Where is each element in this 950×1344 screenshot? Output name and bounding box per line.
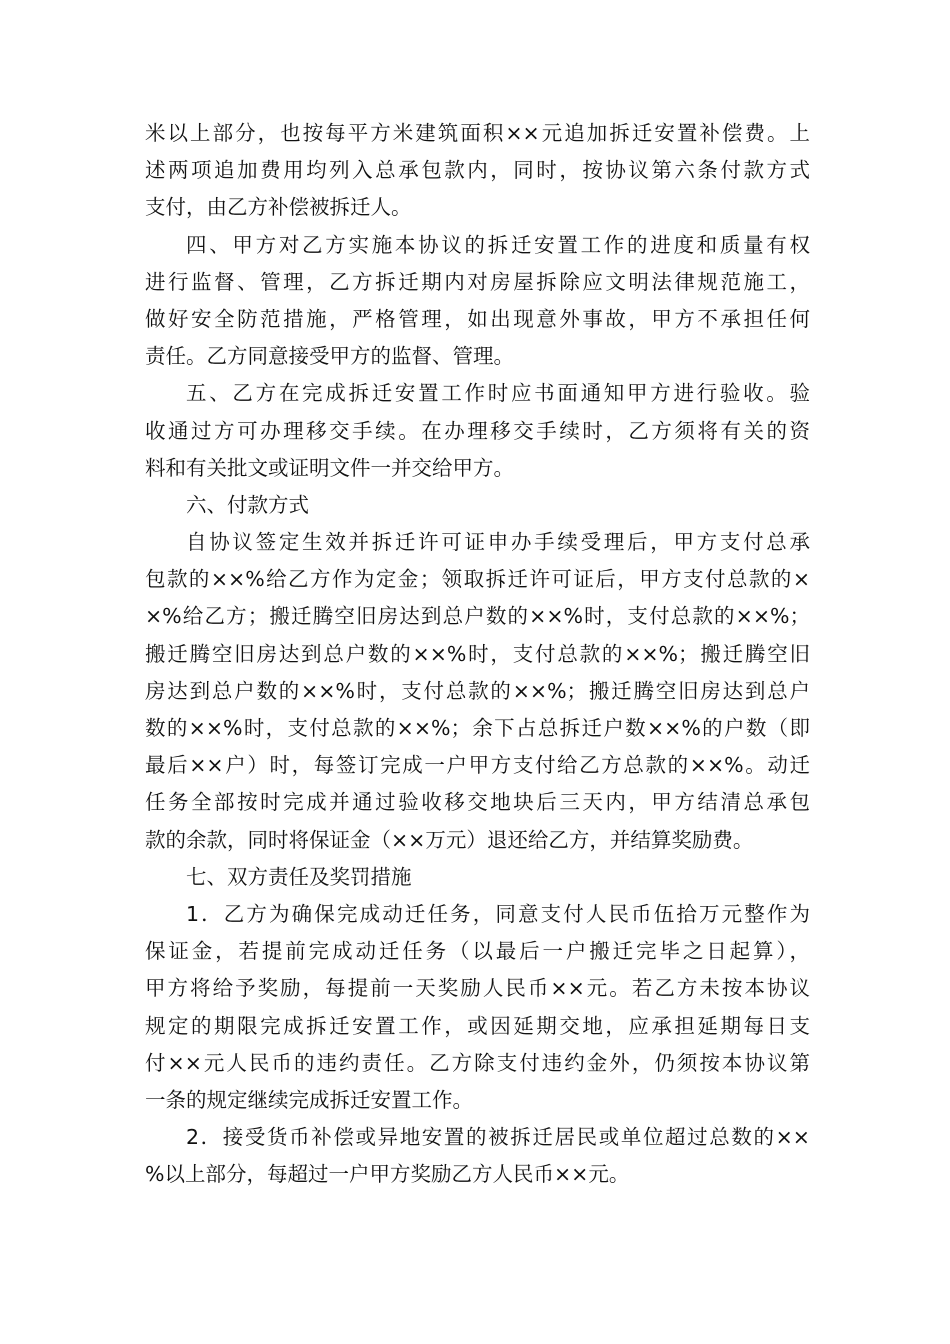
- para-clause-4: [145, 227, 810, 376]
- text-line: 规定的期限完成拆迁安置工作，或因延期交地，应承担延期每日支: [145, 1013, 810, 1038]
- para-continuation: [145, 115, 810, 227]
- para-payment: [145, 524, 810, 859]
- text-line: 收通过方可办理移交手续。在办理移交手续时，乙方须将有关的资: [145, 418, 810, 443]
- text-line: 米以上部分，也按每平方米建筑面积××元追加拆迁安置补偿费。上: [145, 121, 810, 145]
- text-line: 1．乙方为确保完成动迁任务，同意支付人民币伍拾万元整作为: [186, 901, 810, 926]
- text-line: 料和有关批文或证明文件一并交给甲方。: [145, 455, 514, 480]
- document-body: [145, 115, 810, 1193]
- text-line: 责任。乙方同意接受甲方的监督、管理。: [145, 344, 514, 369]
- text-line: 包款的××%给乙方作为定金；领取拆迁许可证后，甲方支付总款的×: [145, 567, 810, 592]
- text-line: 一条的规定继续完成拆迁安置工作。: [145, 1087, 473, 1112]
- text-line: ×%给乙方；搬迁腾空旧房达到总户数的××%时，支付总款的××%；: [145, 604, 810, 629]
- para-clause-5: [145, 375, 810, 487]
- para-clause-7-1: [145, 896, 810, 1119]
- text-line: 六、付款方式: [186, 492, 309, 517]
- text-line: 付××元人民币的违约责任。乙方除支付违约金外，仍须按本协议第: [145, 1050, 810, 1075]
- text-line: 述两项追加费用均列入总承包款内，同时，按协议第六条付款方式: [145, 158, 810, 183]
- heading-clause-7: [145, 859, 810, 896]
- text-line: 进行监督、管理，乙方拆迁期内对房屋拆除应文明法律规范施工，: [145, 269, 810, 294]
- text-line: 数的××%时，支付总款的××%；余下占总拆迁户数××%的户数（即: [145, 716, 810, 740]
- text-line: 款的余款，同时将保证金（××万元）退还给乙方，并结算奖励费。: [145, 827, 754, 852]
- text-line: 最后××户）时，每签订完成一户甲方支付给乙方总款的××%。动迁: [145, 753, 810, 778]
- text-line: 任务全部按时完成并通过验收移交地块后三天内，甲方结清总承包: [145, 790, 810, 815]
- text-line: 房达到总户数的××%时，支付总款的××%；搬迁腾空旧房达到总户: [145, 678, 810, 703]
- text-line: 自协议签定生效并拆迁许可证申办手续受理后，甲方支付总承: [186, 530, 810, 555]
- heading-clause-6: [145, 487, 810, 524]
- para-clause-7-2: [145, 1119, 810, 1193]
- text-line: %以上部分，每超过一户甲方奖励乙方人民币××元。: [145, 1162, 630, 1187]
- text-line: 五、乙方在完成拆迁安置工作时应书面通知甲方进行验收。验: [186, 381, 810, 406]
- text-line: 做好安全防范措施，严格管理，如出现意外事故，甲方不承担任何: [145, 306, 810, 331]
- text-line: 搬迁腾空旧房达到总户数的××%时，支付总款的××%；搬迁腾空旧: [145, 641, 810, 666]
- text-line: 支付，由乙方补偿被拆迁人。: [145, 195, 412, 220]
- text-line: 保证金，若提前完成动迁任务（以最后一户搬迁完毕之日起算），: [145, 939, 810, 964]
- text-line: 四、甲方对乙方实施本协议的拆迁安置工作的进度和质量有权: [186, 232, 810, 257]
- text-line: 甲方将给予奖励，每提前一天奖励人民币××元。若乙方未按本协议: [145, 976, 810, 1001]
- text-line: 2．接受货币补偿或异地安置的被拆迁居民或单位超过总数的××: [186, 1125, 810, 1150]
- text-line: 七、双方责任及奖罚措施: [186, 864, 412, 889]
